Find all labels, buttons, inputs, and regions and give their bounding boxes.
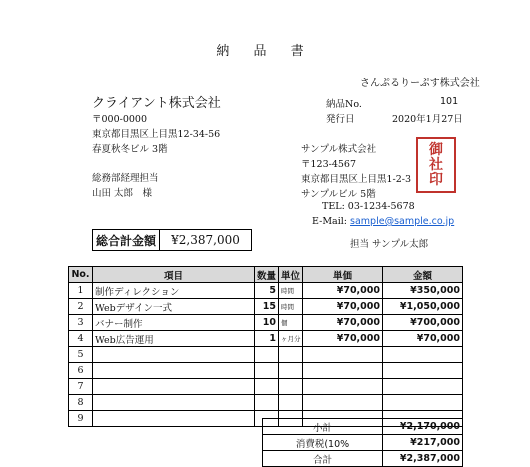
seal-char: 印 (429, 171, 443, 188)
seal-char: 社 (429, 156, 443, 173)
row-amount (383, 379, 463, 395)
row-unit (279, 379, 303, 395)
row-amount: ¥1,050,000 (383, 299, 463, 315)
row-qty: 15 (255, 299, 279, 315)
row-no: 2 (69, 299, 93, 315)
delivery-number-label: 納品No. (326, 99, 362, 110)
issue-date: 2020年1月27日 (392, 114, 463, 125)
issuer-postal: 〒123-4567 (301, 159, 357, 170)
row-no: 5 (69, 347, 93, 363)
client-person: 山田 太郎 様 (92, 188, 153, 199)
row-qty: 1 (255, 331, 279, 347)
row-amount (383, 363, 463, 379)
row-no: 3 (69, 315, 93, 331)
header-item: 項目 (93, 267, 255, 283)
issuer-contact: 担当 サンプル太郎 (350, 239, 429, 250)
summary-value: ¥217,000 (383, 435, 463, 451)
row-amount: ¥700,000 (383, 315, 463, 331)
row-amount: ¥70,000 (383, 331, 463, 347)
row-unit: ヶ月分 (279, 331, 303, 347)
row-item (93, 395, 255, 411)
summary-row (263, 451, 463, 467)
summary-label: 合計 (263, 451, 383, 467)
table-row (69, 315, 463, 331)
company-seal (416, 137, 456, 193)
summary-row (263, 435, 463, 451)
row-item: 制作ディレクション (93, 283, 255, 299)
row-price (303, 347, 383, 363)
issuer-email-row (312, 216, 454, 227)
row-price: ¥70,000 (303, 331, 383, 347)
issuer-email-label: E-Mail: (312, 216, 347, 227)
row-item (93, 363, 255, 379)
row-no: 1 (69, 283, 93, 299)
row-unit (279, 395, 303, 411)
items-header-row (69, 267, 463, 283)
row-item (93, 347, 255, 363)
issuer-header-name: さんぷるりーぷす株式会社 (360, 78, 480, 89)
document-title: 納 品 書 (216, 44, 314, 59)
table-row (69, 283, 463, 299)
row-unit (279, 363, 303, 379)
items-table (68, 266, 463, 427)
client-address-2: 春夏秋冬ビル 3階 (92, 144, 168, 155)
table-row (69, 395, 463, 411)
row-amount (383, 347, 463, 363)
row-price (303, 395, 383, 411)
row-qty (255, 395, 279, 411)
grand-total-box (92, 229, 252, 251)
issuer-company: サンプル株式会社 (301, 144, 377, 155)
header-unit: 単位 (279, 267, 303, 283)
delivery-number: 101 (440, 96, 459, 107)
row-no: 7 (69, 379, 93, 395)
client-postal: 〒000-0000 (92, 114, 148, 125)
row-item: Webデザイン一式 (93, 299, 255, 315)
table-row (69, 331, 463, 347)
row-amount (383, 395, 463, 411)
row-unit: 時間 (279, 283, 303, 299)
row-price (303, 379, 383, 395)
grand-total-label: 総合計金額 (93, 230, 160, 250)
summary-value: ¥2,170,000 (383, 419, 463, 435)
header-no: No. (69, 267, 93, 283)
row-price: ¥70,000 (303, 299, 383, 315)
row-item (93, 379, 255, 395)
summary-label: 小計 (263, 419, 383, 435)
row-item: バナー制作 (93, 315, 255, 331)
table-row (69, 347, 463, 363)
row-no: 8 (69, 395, 93, 411)
row-unit: 個 (279, 315, 303, 331)
issue-date-label: 発行日 (326, 114, 355, 125)
row-item: Web広告運用 (93, 331, 255, 347)
client-name: クライアント株式会社 (92, 96, 221, 111)
row-qty: 5 (255, 283, 279, 299)
table-row (69, 363, 463, 379)
summary-label: 消費税(10% (263, 435, 383, 451)
row-no: 6 (69, 363, 93, 379)
row-price: ¥70,000 (303, 315, 383, 331)
issuer-address-2: サンプルビル 5階 (301, 189, 376, 200)
row-price: ¥70,000 (303, 283, 383, 299)
row-no: 9 (69, 411, 93, 427)
client-address-1: 東京都目黒区上目黒12-34-56 (92, 129, 221, 140)
header-qty: 数量 (255, 267, 279, 283)
row-qty (255, 379, 279, 395)
issuer-email-link[interactable]: sample@sample.co.jp (350, 216, 455, 227)
header-amount: 金額 (383, 267, 463, 283)
summary-row (263, 419, 463, 435)
row-no: 4 (69, 331, 93, 347)
seal-char: 御 (429, 141, 443, 158)
issuer-address-1: 東京都目黒区上目黒1-2-3 (301, 174, 412, 185)
row-qty: 10 (255, 315, 279, 331)
row-unit (279, 347, 303, 363)
header-price: 単価 (303, 267, 383, 283)
issuer-tel: TEL: 03-1234-5678 (322, 201, 415, 212)
row-qty (255, 363, 279, 379)
row-qty (255, 347, 279, 363)
row-amount: ¥350,000 (383, 283, 463, 299)
summary-value: ¥2,387,000 (383, 451, 463, 467)
grand-total-value: ¥2,387,000 (171, 233, 240, 247)
table-row (69, 379, 463, 395)
row-price (303, 363, 383, 379)
table-row (69, 299, 463, 315)
row-unit: 時間 (279, 299, 303, 315)
client-department: 総務部経理担当 (92, 173, 159, 184)
row-item (93, 411, 255, 427)
